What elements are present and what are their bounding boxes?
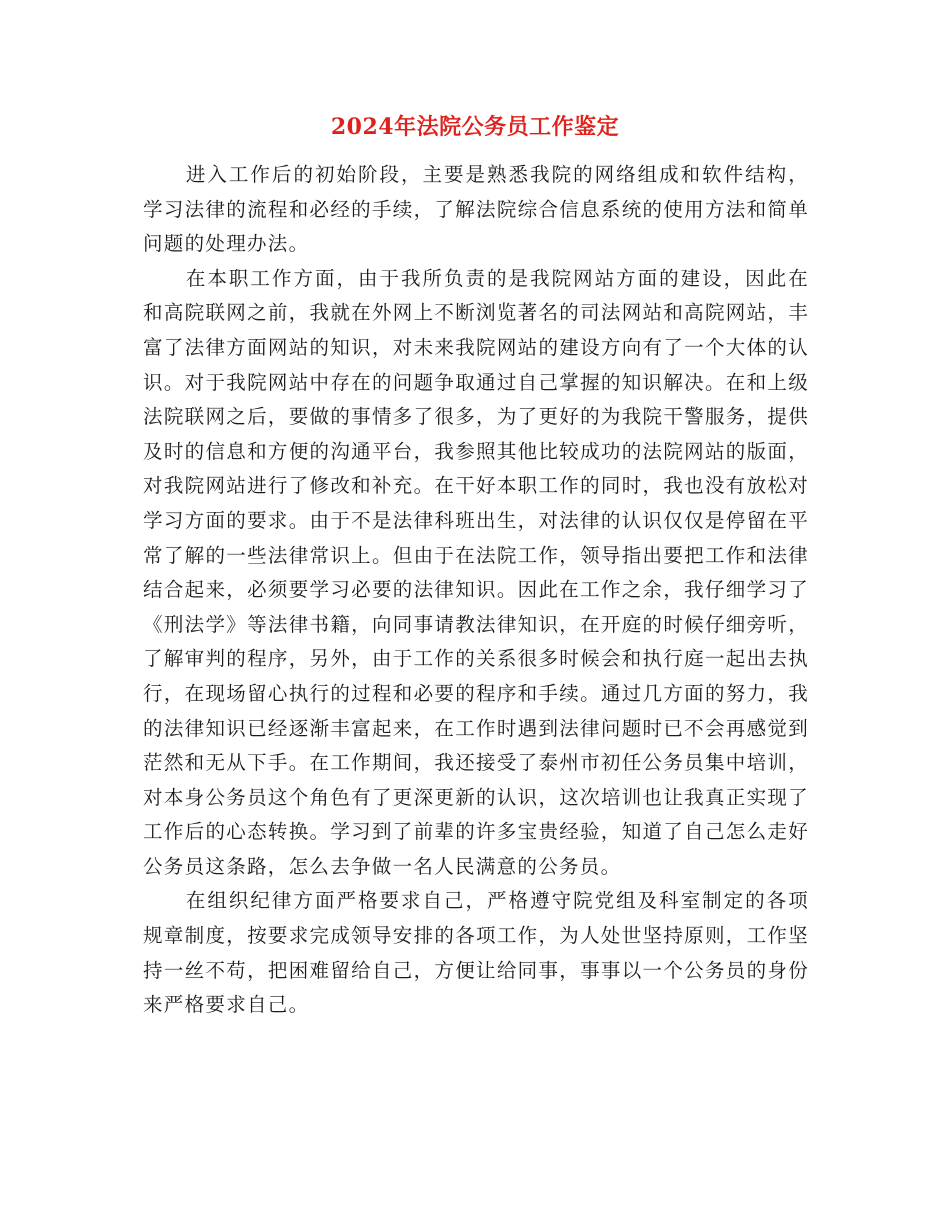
paragraph-job-duties: 在本职工作方面，由于我所负责的是我院网站方面的建设，因此在和高院联网之前，我就在外网上不断浏览著名的司法网站和高院网站，丰富了法律方面网站的知识，对未来我院网站的建设方向有了一个大体的认识。对于我院网站中存在的问题争取通过自己掌握的知识解决。在和上级法院联网之后，要做的事情多了很多，为了更好的为我院干警服务，提供及时的信息和方便的沟通平台，我参照其他比较成功的法院网站的版面，对我院网站进行了修改和补充。在干好本职工作的同时，我也没有放松对学习方面的要求。由于不是法律科班出生，对法律的认识仅仅是停留在平常了解的一些法律常识上。但由于在法院工作，领导指出要把工作和法律结合起来，必须要学习必要的法律知识。因此在工作之余，我仔细学习了《刑法学》等法律书籍，向同事请教法律知识，在开庭的时候仔细旁听，了解审判的程序，另外，由于工作的关系很多时候会和执行庭一起出去执行，在现场留心执行的过程和必要的程序和手续。通过几方面的努力，我的法律知识已经逐渐丰富起来，在工作时遇到法律问题时已不会再感觉到茫然和无从下手。在工作期间，我还接受了泰州市初任公务员集中培训，对本身公务员这个角色有了更深更新的认识，这次培训也让我真正实现了工作后的心态转换。学习到了前辈的许多宝贵经验，知道了自己怎么走好公务员这条路，怎么去争做一名人民满意的公务员。 [143, 266, 809, 878]
paragraph-initial-stage: 进入工作后的初始阶段，主要是熟悉我院的网络组成和软件结构，学习法律的流程和必经的手续，了解法院综合信息系统的使用方法和简单问题的处理办法。 [143, 163, 809, 256]
paragraph-discipline: 在组织纪律方面严格要求自己，严格遵守院党组及科室制定的各项规章制度，按要求完成领导安排的各项工作，为人处世坚持原则，工作坚持一丝不苟，把困难留给自己，方便让给同事，事事以一个公务员的身份来严格要求自己。 [143, 889, 809, 1017]
document-body [143, 158, 809, 1023]
document-title: 2024年法院公务员工作鉴定 [330, 114, 620, 140]
